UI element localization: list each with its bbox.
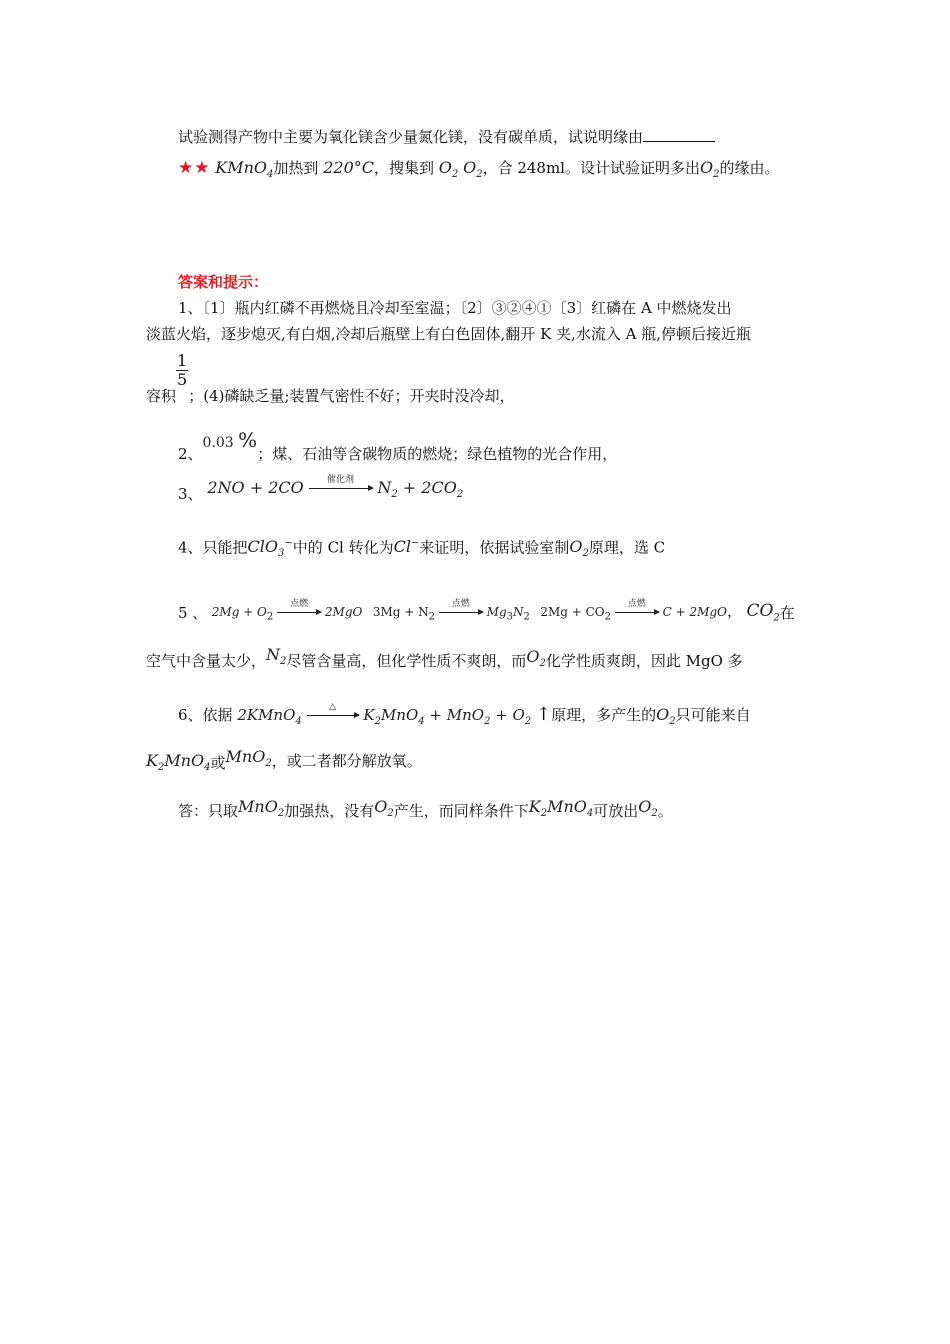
answer-1-line-3: [146, 350, 515, 405]
equation-2: $3Mg + N_2$ 点燃 $Mg_3N_2$: [372, 598, 530, 623]
answer-5-text-2: 尽管含量高，但化学性质不爽朗，而: [286, 652, 527, 670]
answer-6-text-4: ，或二者都分解放氧。: [271, 752, 422, 770]
answer-6-text-1: 6、依据: [178, 706, 233, 724]
final-answer: [178, 797, 673, 828]
final-answer-text-1: 答：只取: [178, 802, 239, 820]
formula-kmno4: KMnO$_4$: [215, 158, 274, 181]
question-text: 试验测得产物中主要为氧化镁含少量氮化镁，没有碳单质，试说明缘由: [178, 128, 644, 146]
answer-4-text-4: 原理，选 C: [588, 538, 666, 557]
equation-left: 2NO + 2CO: [207, 478, 304, 497]
formula-mno2: MnO$_2$: [238, 797, 285, 820]
fraction-one-fifth: $\frac{1}{5}$: [177, 351, 188, 389]
amount-text: ，合 248ml。设计试验证明多出: [482, 159, 700, 177]
comma: ，: [726, 602, 742, 620]
gas-arrow: ↑: [536, 704, 552, 725]
equation-right: $N_2 + 2CO_2$: [377, 478, 464, 501]
formula-o2: $O_2$: [438, 158, 459, 181]
reason-text: 的缘由。: [719, 159, 780, 177]
collect-text: ，搜集到: [373, 159, 434, 177]
answer-2-text: ；煤、石油等含碳物质的燃烧；绿色植物的光合作用，: [257, 445, 618, 463]
or-text: 或: [210, 754, 226, 772]
answer-5-text-3: 化学性质爽朗，因此 MgO 多: [545, 652, 743, 670]
question-line-1: [178, 127, 715, 147]
final-answer-period: 。: [657, 802, 673, 820]
answer-4-text-1: 4、只能把: [178, 538, 248, 557]
temperature: 220°C: [323, 158, 374, 177]
answer-1-rest: ；(4)磷缺乏量;装置气密性不好；开夹时没冷却，: [188, 386, 515, 405]
answer-3: [178, 475, 464, 505]
formula-o2: $O_2$: [569, 537, 589, 560]
answer-5-text-1: 空气中含量太少，: [146, 652, 267, 670]
difficulty-stars: ★★: [178, 158, 211, 178]
answer-6-text-2: 原理，多产生的: [551, 706, 657, 724]
formula-cl-ion: Cl−: [393, 537, 420, 557]
answers-heading: 答案和提示：: [178, 273, 269, 291]
heat-to-text: 加热到: [273, 159, 319, 177]
answer-5-line-2: [146, 645, 743, 678]
formula-o2: $O_2$: [699, 158, 720, 181]
formula-o2: $O_2$: [374, 797, 394, 820]
reaction-arrow: 催化剂: [309, 479, 373, 499]
answer-3-number: 3、: [178, 485, 203, 503]
final-answer-text-3: 产生，而同样条件下: [393, 802, 529, 820]
answer-5-in: 在: [779, 604, 795, 622]
formula-n2: $N_2$: [266, 645, 287, 668]
formula-o2: $O_2$: [526, 647, 546, 670]
answer-4-text-3: 来证明，依据试验室制: [419, 538, 570, 557]
formula-o2: $O_2$: [463, 158, 483, 181]
formula-o2: $O_2$: [638, 797, 658, 820]
answer-1-line-1: 1、〔1〕瓶内红磷不再燃烧且冷却至室温；〔2〕③②④①〔3〕红磷在 A 中燃烧发出: [178, 299, 732, 317]
answer-6-text-3: 只可能来自: [675, 706, 751, 724]
answer-2: [178, 428, 618, 463]
formula-o2: $O_2$: [656, 705, 676, 728]
answer-5-number: 5 、: [178, 604, 208, 622]
answer-1-line-2: 淡蓝火焰，逐步熄灭,有白烟,冷却后瓶壁上有白色固体,翻开 K 夹,水流入 A 瓶,停顿后接近瓶: [146, 325, 751, 343]
answer-6-line-2: [146, 747, 422, 778]
equation-3: $2Mg + CO_2$ 点燃 C + 2MgO: [540, 598, 727, 623]
formula-clo3: ClO$_3$−: [247, 537, 293, 560]
formula-co2: $CO_2$: [746, 601, 780, 624]
answer-6-line-1: [178, 702, 751, 732]
answer-5-line-1: [178, 598, 795, 628]
question-line-2: [178, 158, 780, 185]
formula-k2mno4: $K_2MnO_4$: [146, 751, 211, 774]
equation-left: 2KMnO$_4$: [237, 706, 302, 727]
volume-text: 容积: [146, 386, 177, 405]
formula-mno2: MnO$_2$: [225, 747, 272, 770]
equation-1: $2Mg + O_2$ 点燃 2MgO: [211, 598, 363, 623]
answer-4-text-2: 中的 Cl 转化为: [292, 538, 394, 557]
answer-4: [178, 534, 665, 565]
answer-blank: [643, 127, 715, 142]
answer-2-number: 2、: [178, 445, 203, 463]
final-answer-text-4: 可放出: [593, 802, 639, 820]
formula-k2mno4: $K_2MnO_4$: [528, 797, 594, 820]
equation-right: $K_2MnO_4 + MnO_2 + O_2$: [363, 706, 532, 727]
final-answer-text-2: 加强热，没有: [284, 802, 375, 820]
heating-arrow: △: [307, 706, 359, 726]
co2-percentage: 0.03 %: [202, 428, 258, 452]
